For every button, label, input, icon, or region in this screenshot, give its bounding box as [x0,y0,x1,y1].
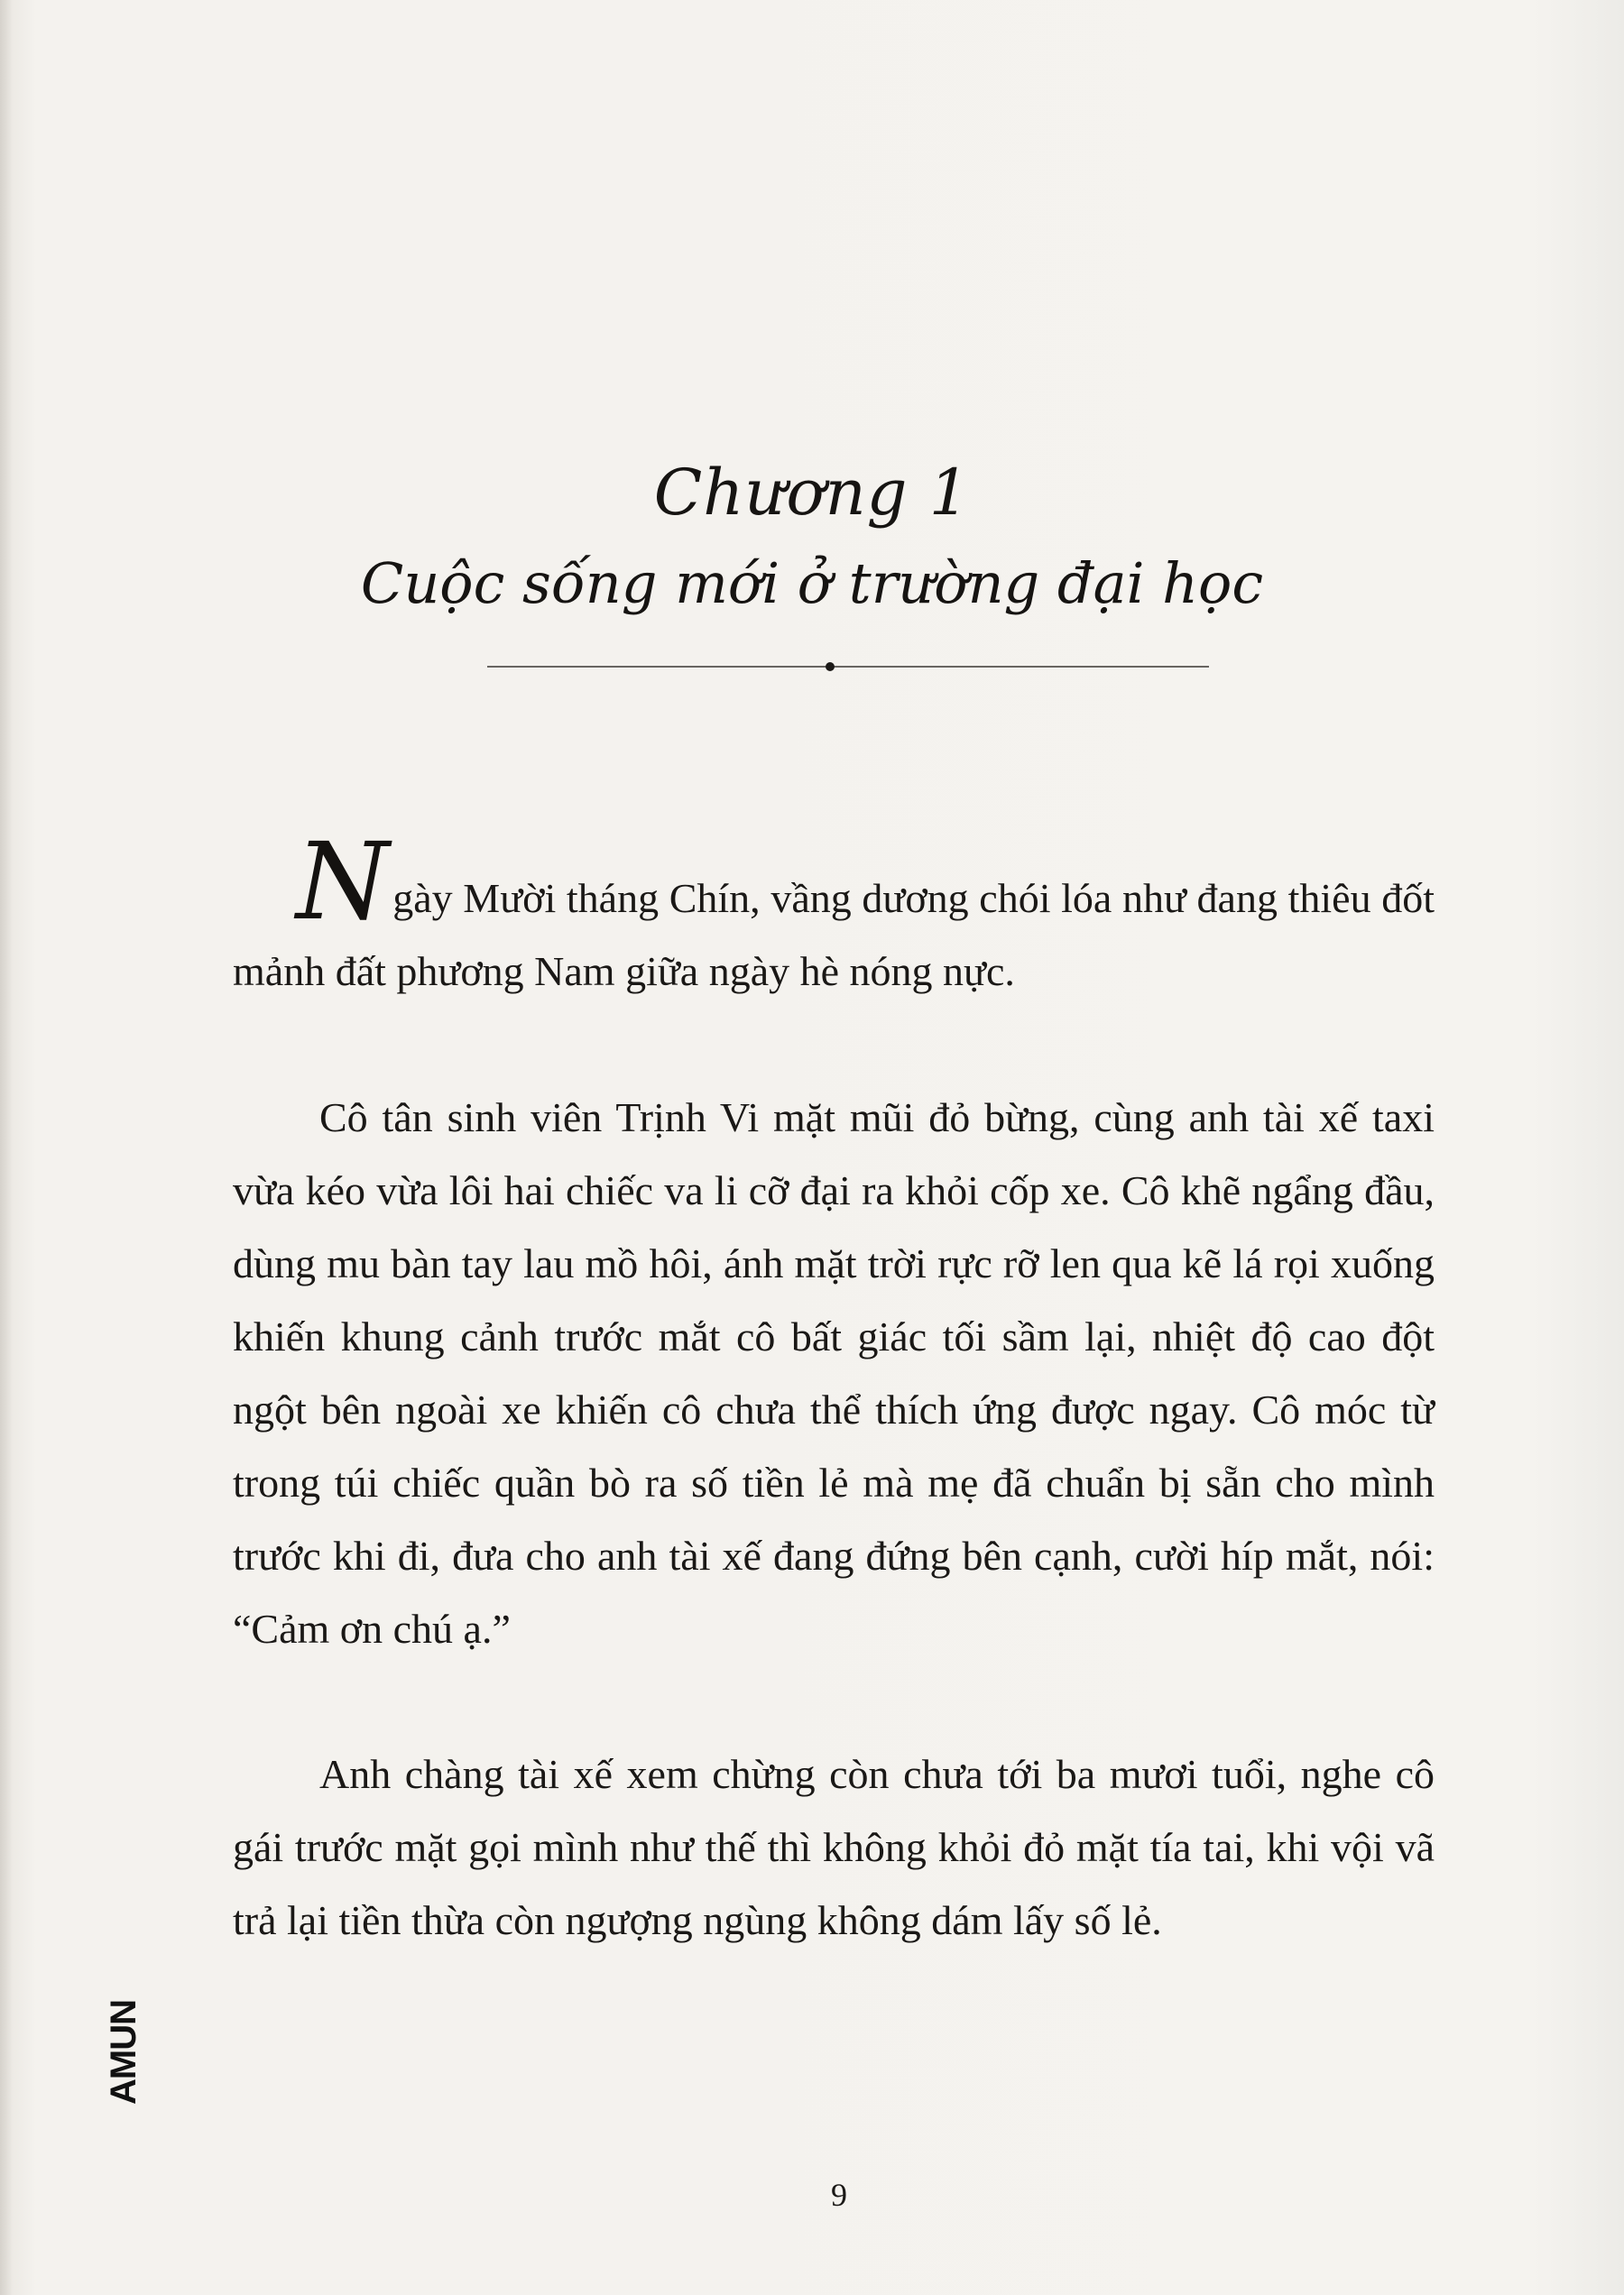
page-number: 9 [831,2177,847,2213]
paragraph-2: Cô tân sinh viên Trịnh Vi mặt mũi đỏ bừng, cùng anh tài xế taxi vừa kéo vừa lôi hai chiếc va li cỡ đại ra khỏi cốp xe. Cô khẽ ngẩng đầu, dùng mu bàn tay lau mồ hôi, ánh mặt trời rực rỡ len qua kẽ lá rọi xuống khiến khung cảnh trước mắt cô bất giác tối sầm lại, nhiệt độ cao đột ngột bên ngoài xe khiến cô chưa thể thích ứng được ngay. Cô móc từ trong túi chiếc quần bò ra số tiền lẻ mà mẹ đã chuẩn bị sẵn cho mình trước khi đi, đưa cho anh tài xế đang đứng bên cạnh, cười híp mắt, nói: “Cảm ơn chú ạ.” [233,1094,1435,1652]
page-spine-shadow [0,0,13,2295]
chapter-body [233,819,1435,1957]
paragraph-opening-text: gày Mười tháng Chín, vầng dương chói lóa như đang thiêu đốt mảnh đất phương Nam giữa ngày hè nóng nực. [233,875,1435,994]
chapter-number: Chương 1 [653,456,971,530]
paragraph-3: Anh chàng tài xế xem chừng còn chưa tới ba mươi tuổi, nghe cô gái trước mặt gọi mình như thế thì không khỏi đỏ mặt tía tai, khi vội vã trả lại tiền thừa còn ngượng ngùng không dám lấy số lẻ. [233,1751,1435,1943]
drop-cap: N [296,819,390,944]
chapter-title: Cuộc sống mới ở trường đại học [360,550,1264,616]
chapter-divider-ornament [487,661,1209,672]
publisher-logo-text: AMUN [104,2000,143,2105]
paragraph-opening [233,819,1435,1008]
publisher-logo [106,1994,143,2111]
